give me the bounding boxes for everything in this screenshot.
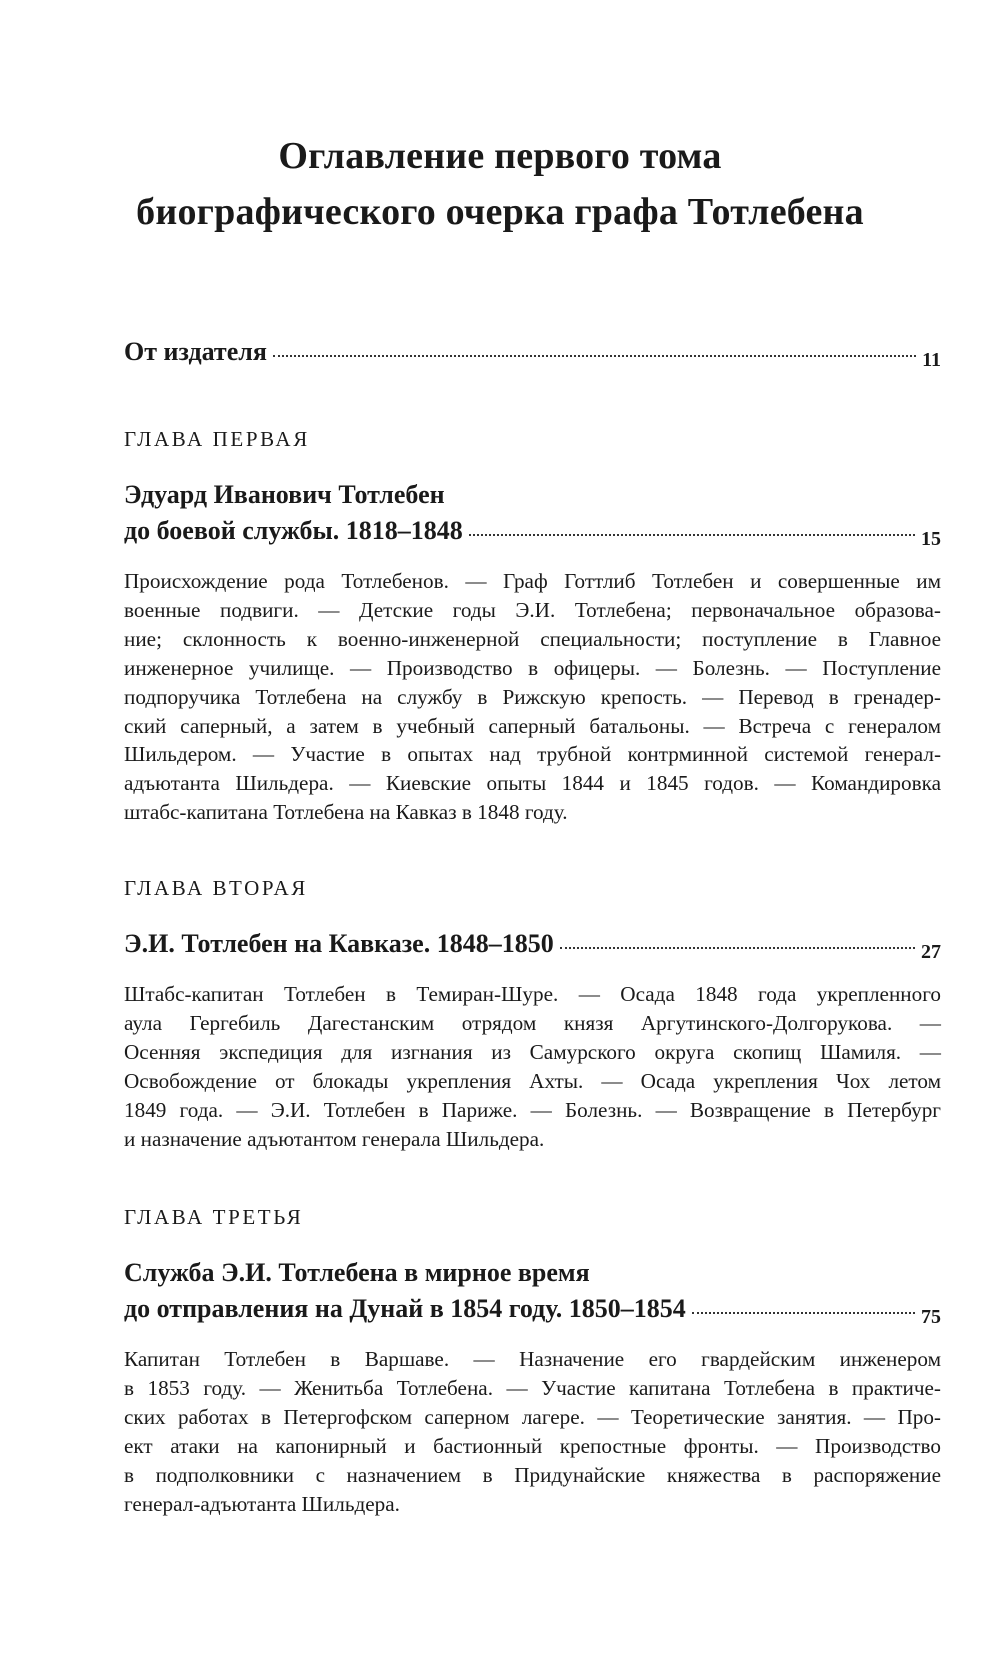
dot-leader (273, 355, 916, 357)
chapter-heading-line-1: Служба Э.И. Тотлебена в мирное время (124, 1258, 590, 1287)
summary-line: ских работах в Петергофском саперном лагере. — Теоретические занятия. — Про- (124, 1404, 941, 1429)
summary-line: генерал-адъютанта Шильдера. (124, 1491, 400, 1516)
chapter-heading-line-2: до отправления на Дунай в 1854 году. 1850–1854 (124, 1294, 686, 1323)
page-number: 75 (921, 1306, 941, 1328)
chapter-label: ГЛАВА ТРЕТЬЯ (124, 1205, 304, 1229)
chapter-1 (124, 425, 941, 827)
summary-line: ект атаки на капонирный и бастионный крепостные фронты. — Производство (124, 1433, 941, 1458)
summary-line: Происхождение рода Тотлебенов. — Граф Готтлиб Тотлебен и совершенные им (124, 569, 941, 593)
toc-entry-row (124, 1291, 941, 1329)
summary-line: Шильдером. — Участие в опытах над трубной контрминной системой генерал- (124, 742, 941, 767)
chapter-3 (124, 1203, 941, 1518)
chapter-label: ГЛАВА ПЕРВАЯ (124, 427, 310, 451)
summary-line: и назначение адъютантом генерала Шильдера. (124, 1126, 545, 1151)
summary-line: адъютанта Шильдера. — Киевские опыты 1844 и 1845 годов. — Командировка (124, 771, 941, 796)
dot-leader (469, 534, 915, 536)
summary-line: аула Гергебиль Дагестанским отрядом князя Аргутинского-Долгорукова. — (124, 1010, 941, 1035)
title-line-2: биографического очерка графа Тотлебена (136, 191, 864, 233)
chapter-summary (124, 1345, 941, 1518)
summary-line: штабс-капитана Тотлебена на Кавказ в 1848 году. (124, 800, 568, 825)
summary-line: в подполковники с назначением в Придунайские княжества в распоряжение (124, 1462, 941, 1487)
dot-leader (560, 947, 915, 949)
title-line-1: Оглавление первого тома (278, 135, 722, 177)
dot-leader (692, 1312, 915, 1314)
summary-line: инженерное училище. — Производство в офицеры. — Болезнь. — Поступление (124, 655, 941, 680)
chapter-2 (124, 874, 941, 1153)
chapter-summary (124, 567, 941, 827)
summary-line: ский саперный, а затем в учебный саперный батальоны. — Встреча с генералом (124, 713, 941, 738)
chapter-heading-line-1: Э.И. Тотлебен на Кавказе. 1848–1850 (124, 929, 554, 958)
summary-line: Штабс-капитан Тотлебен в Темиран-Шуре. — Осада 1848 года укрепленного (124, 982, 941, 1006)
summary-line: Освобождение от блокады укрепления Ахты. — Осада укрепления Чох летом (124, 1068, 941, 1093)
page-number: 15 (921, 528, 941, 550)
toc-entry-heading: От издателя (124, 337, 267, 366)
toc-entry-row (124, 926, 941, 964)
summary-line: военные подвиги. — Детские годы Э.И. Тотлебена; первоначальное образова- (124, 597, 941, 622)
chapter-summary (124, 980, 941, 1153)
chapter-heading-line-2: до боевой службы. 1818–1848 (124, 516, 463, 545)
chapter-heading-line-1: Эдуард Иванович Тотлебен (124, 480, 445, 509)
summary-line: Осенняя экспедиция для изгнания из Самурского округа скопищ Шамиля. — (124, 1039, 941, 1064)
summary-line: Капитан Тотлебен в Варшаве. — Назначение его гвардейским инженером (124, 1347, 941, 1371)
summary-line: ние; склонность к военно-инженерной специальности; поступление в Главное (124, 626, 941, 651)
page-number: 27 (921, 941, 941, 963)
toc-entry-row (124, 513, 941, 551)
summary-line: подпоручика Тотлебена на службу в Рижскую крепость. — Перевод в гренадер- (124, 684, 941, 709)
summary-line: в 1853 году. — Женитьба Тотлебена. — Участие капитана Тотлебена в практиче- (124, 1375, 941, 1400)
summary-line: 1849 года. — Э.И. Тотлебен в Париже. — Болезнь. — Возвращение в Петербург (124, 1097, 941, 1122)
page-title (0, 128, 1000, 240)
page-number: 11 (922, 349, 941, 371)
toc-entry-publisher (124, 334, 941, 372)
toc-entry-row (124, 334, 941, 372)
chapter-label: ГЛАВА ВТОРАЯ (124, 876, 308, 900)
